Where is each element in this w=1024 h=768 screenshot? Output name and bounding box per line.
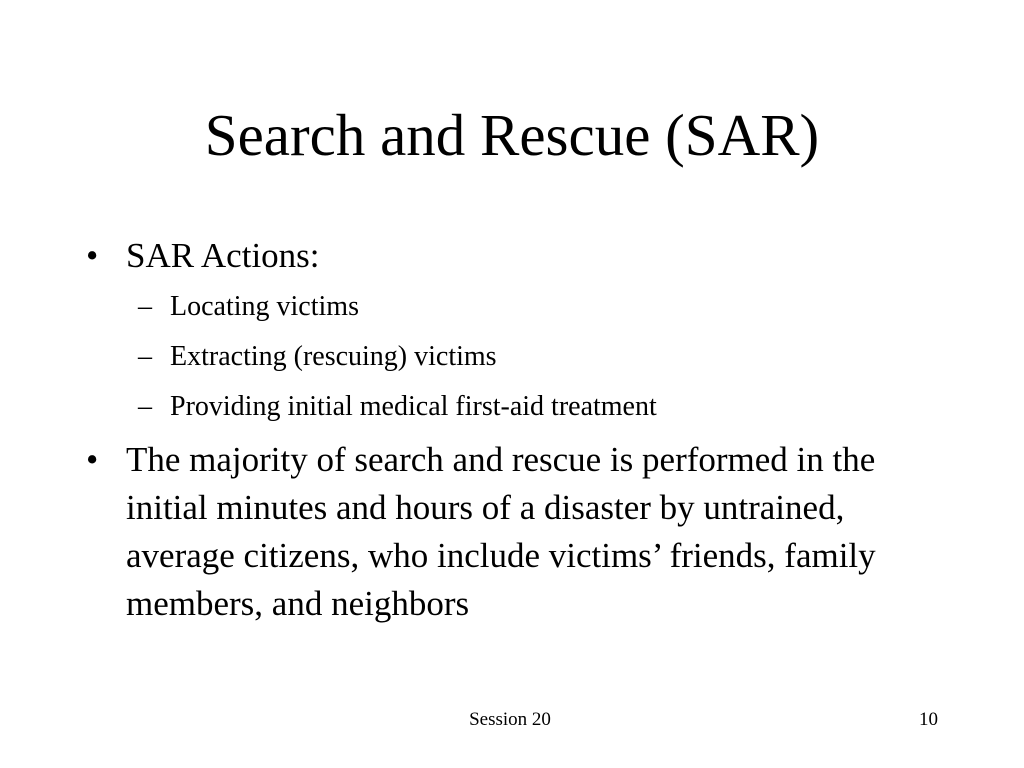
slide-body [86, 232, 946, 628]
bullet-sar-actions [86, 232, 946, 280]
footer-session-label: Session 20 [469, 709, 551, 730]
sub-bullet-item [86, 382, 946, 432]
bullet-majority-statement [86, 436, 946, 628]
sub-bullet-text: Extracting (rescuing) victims [170, 341, 497, 372]
sub-bullet-marker: – [138, 391, 152, 422]
sub-bullet-text: Locating victims [170, 291, 359, 322]
sub-bullet-marker: – [138, 291, 152, 322]
sub-bullet-list [86, 282, 946, 432]
sub-bullet-text: Providing initial medical first-aid treatment [170, 391, 657, 422]
bullet-marker: • [86, 440, 99, 479]
sub-bullet-marker: – [138, 341, 152, 372]
sub-bullet-item [86, 282, 946, 332]
footer-page-number: 10 [919, 709, 938, 730]
bullet-text: The majority of search and rescue is performed in the initial minutes and hours of a disaster by untrained, average citizens, who include victims’ friends, family members, and neighbors [126, 440, 876, 623]
sub-bullet-item [86, 332, 946, 382]
bullet-text: SAR Actions: [126, 236, 320, 275]
bullet-marker: • [86, 236, 99, 275]
slide-title: Search and Rescue (SAR) [204, 102, 820, 168]
